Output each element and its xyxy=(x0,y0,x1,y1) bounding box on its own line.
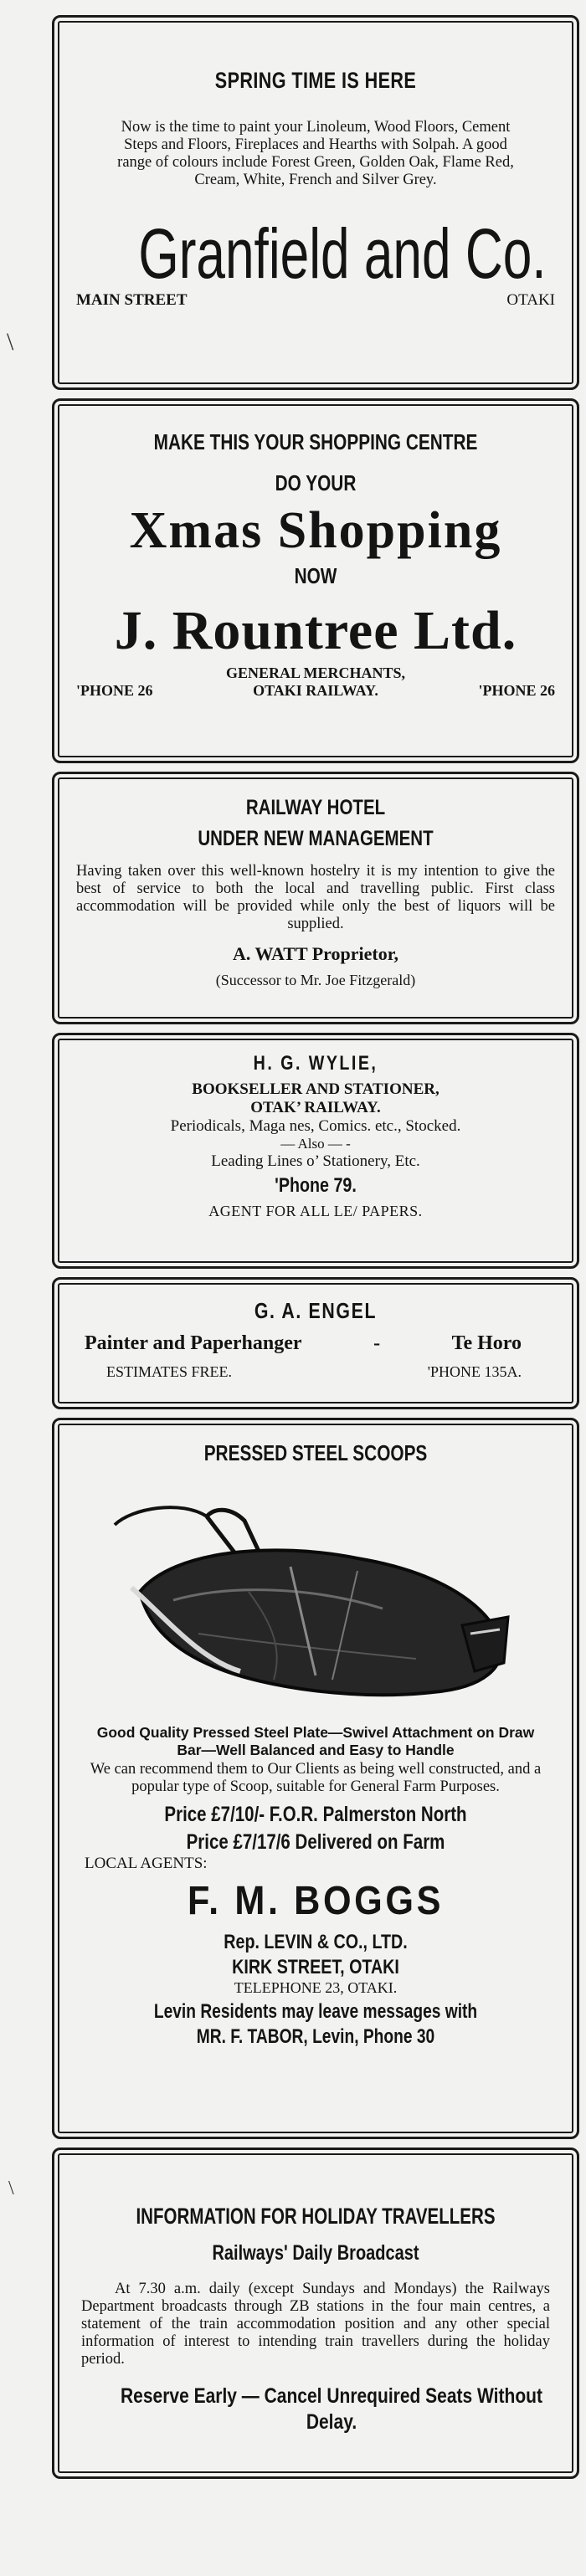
boggs-levin1: Levin Residents may leave messages with xyxy=(153,2000,478,2023)
hotel-heading1: RAILWAY HOTEL xyxy=(245,796,386,819)
boggs-company: F. M. BOGGS xyxy=(187,1879,444,1923)
rountree-line3: Xmas Shopping xyxy=(129,502,502,559)
wylie-line2: — Also — - xyxy=(280,1136,351,1152)
wylie-phone: 'Phone 79. xyxy=(275,1174,357,1197)
hotel-successor: (Successor to Mr. Joe Fitzgerald) xyxy=(215,972,416,988)
margin-mark: \ xyxy=(7,328,14,356)
boggs-price2: Price £7/17/6 Delivered on Farm xyxy=(186,1830,445,1854)
engel-name: G. A. ENGEL xyxy=(254,1298,378,1323)
rountree-company: J. Rountree Ltd. xyxy=(114,600,517,661)
granfield-company: Granfield and Co. xyxy=(138,214,547,293)
wylie-line3: Leading Lines o’ Stationery, Etc. xyxy=(211,1152,420,1170)
granfield-body: Now is the time to paint your Linoleum, Wood Floors, Cement Steps and Floors, Fireplaces and Hearths with Solpah. A good range of colours include Forest Green, Golden Oak, Flame Red, Cream, White, French and Silver Grey. xyxy=(117,119,514,188)
scoop-illustration xyxy=(76,1491,555,1709)
ad-engel xyxy=(52,1277,579,1409)
rountree-subtitle1: GENERAL MERCHANTS, xyxy=(225,665,406,681)
railways-body: At 7.30 a.m. daily (except Sundays and Mondays) the Railways Department broadcasts through ZB stations in the four main centres, a statement of the train accommodation position and any other special information of interest to intending train travellers during the holiday period. xyxy=(81,2281,550,2368)
granfield-heading: SPRING TIME IS HERE xyxy=(214,68,417,93)
rountree-subtitle2: OTAKI RAILWAY. xyxy=(253,682,378,699)
rountree-line4: NOW xyxy=(294,563,337,588)
boggs-street: KIRK STREET, OTAKI xyxy=(232,1956,399,1978)
hotel-proprietor: A. WATT Proprietor, xyxy=(232,943,398,964)
boggs-desc1: Good Quality Pressed Steel Plate—Swivel Attachment on Draw Bar—Well Balanced and Easy to Handle xyxy=(96,1724,535,1758)
railways-heading: INFORMATION FOR HOLIDAY TRAVELLERS xyxy=(136,2204,496,2229)
railways-subheading: Railways' Daily Broadcast xyxy=(212,2241,419,2265)
boggs-levin2: MR. F. TABOR, Levin, Phone 30 xyxy=(196,2025,435,2048)
rountree-line1: MAKE THIS YOUR SHOPPING CENTRE xyxy=(153,429,478,454)
ad-boggs xyxy=(52,1418,579,2139)
ad-railway-hotel xyxy=(52,772,579,1024)
boggs-heading: PRESSED STEEL SCOOPS xyxy=(203,1440,428,1465)
engel-phone: 'PHONE 135A. xyxy=(427,1363,522,1380)
granfield-town: OTAKI xyxy=(506,291,555,309)
wylie-agent: AGENT FOR ALL LE/ PAPERS. xyxy=(208,1203,423,1219)
wylie-line1: Periodicals, Maga nes, Comics. etc., Stocked. xyxy=(170,1117,461,1135)
boggs-price1: Price £7/10/- F.O.R. Palmerston North xyxy=(164,1803,467,1826)
hotel-heading2: UNDER NEW MANAGEMENT xyxy=(198,827,434,850)
hotel-body: Having taken over this well-known hostelry it is my intention to give the best of service to both the local and travelling public. First class accommodation will be provided while only the best of liquors will be supplied. xyxy=(76,863,555,932)
engel-dash: - xyxy=(373,1332,381,1354)
ad-granfield xyxy=(52,15,579,390)
engel-estimates: ESTIMATES FREE. xyxy=(106,1363,233,1380)
boggs-telephone: TELEPHONE 23, OTAKI. xyxy=(234,1979,398,1996)
ad-wylie xyxy=(52,1033,579,1269)
boggs-rep: Rep. LEVIN & CO., LTD. xyxy=(224,1931,408,1953)
margin-mark: \ xyxy=(8,2178,14,2199)
ad-railways xyxy=(52,2148,579,2479)
rountree-line2: DO YOUR xyxy=(275,470,357,495)
boggs-agents-label: LOCAL AGENTS: xyxy=(85,1855,208,1872)
engel-trade: Painter and Paperhanger xyxy=(85,1332,302,1354)
rountree-phone-left: 'PHONE 26 xyxy=(76,682,153,699)
rountree-phone-right: 'PHONE 26 xyxy=(478,682,555,699)
granfield-address: MAIN STREET xyxy=(76,291,188,309)
ad-rountree xyxy=(52,398,579,763)
wylie-name: H. G. WYLIE, xyxy=(253,1052,378,1075)
wylie-title1: BOOKSELLER AND STATIONER, xyxy=(192,1080,440,1098)
engel-place: Te Horo xyxy=(451,1332,522,1354)
railways-footer: Reserve Early — Cancel Unrequired Seats Without Delay. xyxy=(121,2384,542,2434)
wylie-title2: OTAK’ RAILWAY. xyxy=(250,1099,381,1116)
boggs-desc2: We can recommend them to Our Clients as being well constructed, and a popular type of Scoop, suitable for General Farm Purposes. xyxy=(90,1761,542,1795)
